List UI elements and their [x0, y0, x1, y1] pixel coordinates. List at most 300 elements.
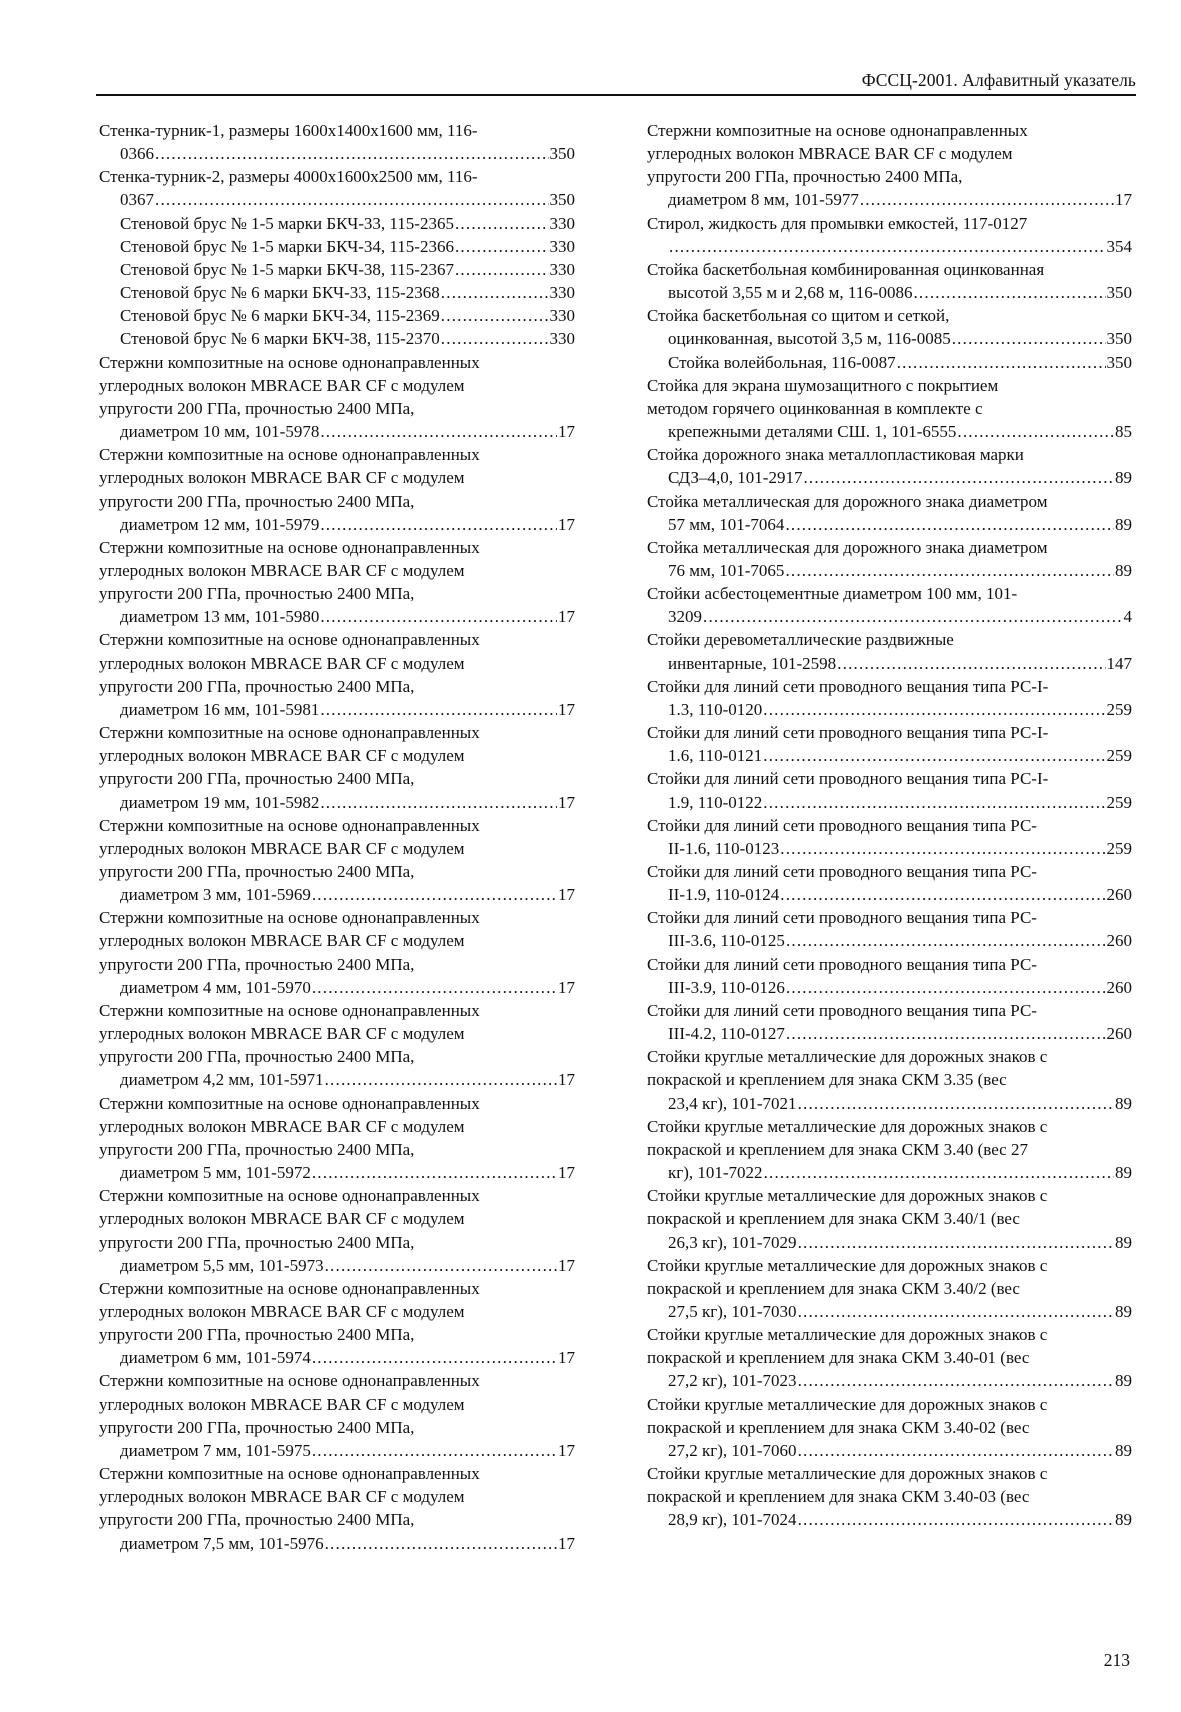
index-entry-page: 17	[558, 977, 575, 997]
index-entry-text-line: Стойки для линий сети проводного вещания типа РС-I-	[647, 723, 1049, 743]
index-entry	[647, 443, 1132, 489]
index-entry-text-line: покраской и креплением для знака СКМ 3.40/2 (вес	[647, 1278, 1020, 1298]
dot-leader	[669, 235, 1106, 258]
index-entry-text-line: Стержни композитные на основе однонаправленных	[99, 352, 480, 372]
index-entry-page: 17	[558, 1440, 575, 1460]
index-entry-text-line: покраской и креплением для знака СКМ 3.40/1 (вес	[647, 1209, 1020, 1229]
index-entry-text: 1.9, 110-0122	[668, 792, 763, 812]
index-entry-text: II-1.9, 110-0124	[668, 885, 780, 905]
index-entry-text: диаметром 19 мм, 101-5982	[120, 792, 320, 812]
index-entry	[99, 119, 575, 165]
index-entry-text-line: упругости 200 ГПа, прочностью 2400 МПа,	[99, 584, 415, 604]
index-entry-text-line: углеродных волокон MBRACE BAR CF с модулем	[99, 1487, 465, 1507]
index-entry-text: оцинкованная, высотой 3,5 м, 116-0085	[668, 329, 951, 349]
index-entry-page: 354	[1106, 236, 1132, 256]
index-entry-text-line: углеродных волокон MBRACE BAR CF с модулем	[99, 931, 465, 951]
index-entry-last-line	[120, 235, 575, 258]
index-entry-text: высотой 3,55 м и 2,68 м, 116-0086	[668, 283, 913, 303]
index-entry-text-line: углеродных волокон MBRACE BAR CF с модулем	[99, 1024, 465, 1044]
dot-leader	[837, 652, 1105, 675]
dot-leader	[798, 1369, 1114, 1392]
index-entry-last-line	[668, 791, 1132, 814]
index-column-right	[647, 119, 1132, 1532]
index-entry-text: 1.6, 110-0121	[668, 746, 763, 766]
dot-leader	[763, 698, 1105, 721]
index-entry-page: 259	[1106, 746, 1132, 766]
index-entry-page: 89	[1115, 1510, 1132, 1530]
index-entry-page: 89	[1115, 1440, 1132, 1460]
index-entry-last-line	[668, 976, 1132, 999]
index-entry-text-line: Стойки круглые металлические для дорожных знаков с	[647, 1394, 1048, 1414]
index-entry-last-line	[668, 1092, 1132, 1115]
index-entry-page: 259	[1106, 838, 1132, 858]
index-entry-text-line: углеродных волокон MBRACE BAR CF с модулем	[99, 1116, 465, 1136]
index-entry-last-line	[120, 142, 575, 165]
index-entry	[99, 235, 575, 258]
index-entry-text-line: покраской и креплением для знака СКМ 3.40-02 (вес	[647, 1417, 1030, 1437]
index-entry-page: 17	[558, 792, 575, 812]
index-entry-text: диаметром 5 мм, 101-5972	[120, 1163, 311, 1183]
index-entry	[647, 582, 1132, 628]
index-entry-page: 260	[1106, 931, 1132, 951]
index-entry	[647, 860, 1132, 906]
index-entry	[647, 906, 1132, 952]
index-entry-page: 17	[558, 1533, 575, 1553]
dot-leader	[312, 1439, 557, 1462]
index-entry-text: диаметром 4 мм, 101-5970	[120, 977, 311, 997]
index-entry-last-line	[120, 304, 575, 327]
dot-leader	[325, 1532, 557, 1555]
dot-leader	[320, 605, 557, 628]
index-entry-last-line	[120, 513, 575, 536]
index-entry-page: 350	[1106, 329, 1132, 349]
header-title: ФССЦ-2001. Алфавитный указатель	[861, 70, 1136, 90]
index-entry-last-line	[120, 1254, 575, 1277]
index-entry-page: 89	[1115, 468, 1132, 488]
dot-leader	[320, 513, 557, 536]
index-entry	[647, 1462, 1132, 1531]
index-entry-last-line	[668, 281, 1132, 304]
index-entry	[99, 258, 575, 281]
index-entry-text-line: Стойки для линий сети проводного вещания типа РС-	[647, 815, 1037, 835]
index-entry-text-line: углеродных волокон MBRACE BAR CF с модулем	[647, 144, 1013, 164]
page-number: 213	[1103, 1650, 1130, 1670]
dot-leader	[320, 420, 557, 443]
index-entry-text: 0367	[120, 190, 154, 210]
index-entry-text-line: Стержни композитные на основе однонаправленных	[99, 445, 480, 465]
index-entry-last-line	[120, 327, 575, 350]
index-entry-text-line: Стержни композитные на основе однонаправленных	[99, 908, 480, 928]
index-entry-page: 17	[558, 1163, 575, 1183]
index-entry-page: 17	[558, 1348, 575, 1368]
index-entry	[99, 721, 575, 814]
index-entry-text-line: Стержни композитные на основе однонаправленных	[99, 1371, 480, 1391]
index-entry-text-line: Стержни композитные на основе однонаправленных	[99, 630, 480, 650]
index-entry-text: кг), 101-7022	[668, 1163, 763, 1183]
index-entry-last-line	[668, 420, 1132, 443]
index-entry-text-line: Стержни композитные на основе однонаправленных	[99, 1000, 480, 1020]
index-entry-text-line: покраской и креплением для знака СКМ 3.40 (вес 27	[647, 1139, 1028, 1159]
index-entry	[647, 1254, 1132, 1323]
index-entry-page: 330	[549, 236, 575, 256]
index-entry-text: Стеновой брус № 1-5 марки БКЧ-34, 115-2366	[120, 236, 454, 256]
index-entry-text: 23,4 кг), 101-7021	[668, 1093, 797, 1113]
index-entry-text-line: Стирол, жидкость для промывки емкостей, 117-0127	[647, 213, 1028, 233]
index-entry	[647, 628, 1132, 674]
index-entry-text-line: упругости 200 ГПа, прочностью 2400 МПа,	[99, 862, 415, 881]
index-entry-text: диаметром 7,5 мм, 101-5976	[120, 1533, 324, 1553]
index-entry-page: 17	[558, 514, 575, 534]
index-entry-text-line: Стержни композитные на основе однонаправленных	[99, 1464, 480, 1484]
index-entry-text-line: Стойки для линий сети проводного вещания типа РС-I-	[647, 769, 1049, 789]
index-entry-page: 85	[1115, 422, 1132, 442]
index-entry-page: 4	[1123, 607, 1132, 627]
page-header	[96, 66, 1136, 96]
index-entry-page: 17	[558, 885, 575, 905]
index-entry-text-line: Стержни композитные на основе однонаправленных	[99, 723, 480, 743]
index-entry	[99, 1184, 575, 1277]
dot-leader	[763, 791, 1105, 814]
index-entry-page: 17	[558, 1255, 575, 1275]
index-entry-page: 17	[558, 699, 575, 719]
index-entry-text: диаметром 6 мм, 101-5974	[120, 1348, 311, 1368]
index-entry-last-line	[668, 1022, 1132, 1045]
index-column-left	[99, 119, 575, 1555]
index-entry-last-line	[120, 1532, 575, 1555]
index-entry	[647, 767, 1132, 813]
index-entry	[99, 628, 575, 721]
index-entry	[647, 374, 1132, 443]
index-entry	[99, 814, 575, 907]
index-entry-page: 330	[549, 329, 575, 349]
index-entry-text: 27,2 кг), 101-7060	[668, 1440, 797, 1460]
index-entry-text-line: Стойки круглые металлические для дорожных знаков с	[647, 1464, 1048, 1484]
index-entry-page: 330	[549, 306, 575, 326]
index-entry	[99, 1462, 575, 1555]
index-entry-page: 89	[1115, 1371, 1132, 1391]
index-entry-text: диаметром 16 мм, 101-5981	[120, 699, 320, 719]
index-entry	[647, 1115, 1132, 1184]
index-entry-text: инвентарные, 101-2598	[668, 653, 837, 673]
index-entry-page: 89	[1115, 1163, 1132, 1183]
index-entry-page: 330	[549, 259, 575, 279]
index-entry-text-line: углеродных волокон MBRACE BAR CF с модулем	[99, 1394, 465, 1414]
index-entry-last-line	[668, 883, 1132, 906]
index-entry-text: диаметром 13 мм, 101-5980	[120, 607, 320, 627]
index-entry-last-line	[120, 281, 575, 304]
index-entry-text: III-3.6, 110-0125	[668, 931, 785, 951]
index-entry	[647, 304, 1132, 350]
index-entry-last-line	[120, 1439, 575, 1462]
dot-leader	[763, 744, 1105, 767]
index-entry-text-line: Стойка металлическая для дорожного знака диаметром	[647, 491, 1048, 511]
index-entry-text-line: упругости 200 ГПа, прочностью 2400 МПа,	[99, 398, 415, 418]
dot-leader	[860, 188, 1114, 211]
index-entry-text: Стеновой брус № 6 марки БКЧ-34, 115-2369	[120, 306, 440, 326]
index-entry-text-line: Стойки круглые металлические для дорожных знаков с	[647, 1255, 1048, 1275]
index-entry-text: 57 мм, 101-7064	[668, 514, 785, 534]
index-entry-page: 89	[1115, 1232, 1132, 1252]
index-entry-page: 17	[558, 607, 575, 627]
index-entry-page: 89	[1115, 514, 1132, 534]
dot-leader	[957, 420, 1114, 443]
dot-leader	[703, 605, 1123, 628]
index-entry-text-line: Стойки для линий сети проводного вещания типа РС-I-	[647, 676, 1049, 696]
index-entry	[647, 953, 1132, 999]
dot-leader	[786, 929, 1106, 952]
index-entry-last-line	[120, 258, 575, 281]
index-entry	[99, 906, 575, 999]
index-entry-text-line: Стержни композитные на основе однонаправленных	[99, 1093, 480, 1113]
index-entry-page: 260	[1106, 885, 1132, 905]
index-entry-text: II-1.6, 110-0123	[668, 838, 780, 858]
dot-leader	[780, 837, 1105, 860]
index-entry-text: Стойка волейбольная, 116-0087	[668, 352, 896, 372]
dot-leader	[441, 304, 549, 327]
index-entry-text-line: упругости 200 ГПа, прочностью 2400 МПа,	[99, 1047, 415, 1067]
index-entry-text: СДЗ–4,0, 101-2917	[668, 468, 803, 488]
index-entry	[647, 721, 1132, 767]
index-entry	[99, 999, 575, 1092]
dot-leader	[155, 142, 549, 165]
index-entry-last-line	[120, 791, 575, 814]
index-entry-text-line: методом горячего оцинкованная в комплекте с	[647, 398, 983, 418]
dot-leader	[455, 235, 549, 258]
index-entry-page: 259	[1106, 792, 1132, 812]
index-entry-last-line	[120, 605, 575, 628]
index-entry-text-line: упругости 200 ГПа, прочностью 2400 МПа,	[99, 1139, 415, 1159]
index-entry-text-line: упругости 200 ГПа, прочностью 2400 МПа,	[99, 769, 415, 789]
index-entry	[647, 1184, 1132, 1253]
index-entry	[647, 1323, 1132, 1392]
index-entry-text-line: упругости 200 ГПа, прочностью 2400 МПа,	[99, 1232, 415, 1252]
dot-leader	[803, 466, 1114, 489]
index-entry	[647, 675, 1132, 721]
dot-leader	[786, 976, 1106, 999]
index-entry-last-line	[668, 235, 1132, 258]
index-entry-page: 350	[549, 144, 575, 164]
index-entry	[647, 999, 1132, 1045]
index-entry-last-line	[668, 929, 1132, 952]
index-entry-last-line	[668, 837, 1132, 860]
index-entry	[99, 536, 575, 629]
index-entry-text-line: Стойка дорожного знака металлопластиковая марки	[647, 445, 1024, 465]
index-entry-text: крепежными деталями СШ. 1, 101-6555	[668, 422, 957, 442]
index-entry-page: 350	[549, 190, 575, 210]
index-entry-last-line	[668, 1439, 1132, 1462]
index-entry-text-line: Стержни композитные на основе однонаправленных	[99, 1186, 480, 1206]
index-entry-text-line: Стойки асбестоцементные диаметром 100 мм, 101-	[647, 584, 1018, 604]
dot-leader	[455, 212, 549, 235]
index-entry-text-line: покраской и креплением для знака СКМ 3.40-01 (вес	[647, 1348, 1030, 1368]
dot-leader	[312, 976, 557, 999]
dot-leader	[785, 559, 1114, 582]
index-entry-text-line: Стержни композитные на основе однонаправленных	[99, 815, 480, 835]
index-entry-text: 76 мм, 101-7065	[668, 560, 785, 580]
index-entry-text: Стеновой брус № 1-5 марки БКЧ-38, 115-2367	[120, 259, 454, 279]
dot-leader	[455, 258, 549, 281]
index-entry-page: 17	[558, 422, 575, 442]
index-entry-text-line: Стойки деревометаллические раздвижные	[647, 630, 954, 650]
index-entry-text-line: Стойка для экрана шумозащитного с покрытием	[647, 375, 999, 395]
index-entry-text-line: покраской и креплением для знака СКМ 3.40-03 (вес	[647, 1487, 1030, 1507]
index-entry-text: Стеновой брус № 1-5 марки БКЧ-33, 115-2365	[120, 213, 454, 233]
index-entry-text-line: углеродных волокон MBRACE BAR CF с модулем	[99, 468, 465, 488]
index-entry-text: 3209	[668, 607, 702, 627]
dot-leader	[952, 327, 1106, 350]
dot-leader	[441, 281, 549, 304]
dot-leader	[441, 327, 549, 350]
index-entry-text: 0366	[120, 144, 154, 164]
index-entry-page: 259	[1106, 699, 1132, 719]
index-entry-last-line	[668, 1369, 1132, 1392]
index-entry-text: 28,9 кг), 101-7024	[668, 1510, 797, 1530]
index-entry-text: III-4.2, 110-0127	[668, 1024, 785, 1044]
index-entry-text: 27,5 кг), 101-7030	[668, 1301, 797, 1321]
dot-leader	[798, 1300, 1114, 1323]
index-entry-last-line	[668, 1231, 1132, 1254]
index-entry	[99, 1277, 575, 1370]
index-entry	[99, 165, 575, 211]
dot-leader	[325, 1254, 557, 1277]
index-entry-page: 89	[1115, 1301, 1132, 1321]
index-entry-last-line	[668, 188, 1132, 211]
index-entry	[647, 258, 1132, 304]
index-entry-text: диаметром 3 мм, 101-5969	[120, 885, 311, 905]
index-entry-last-line	[120, 1161, 575, 1184]
index-entry-last-line	[668, 652, 1132, 675]
index-entry-last-line	[120, 883, 575, 906]
index-entry-text-line: Стойки для линий сети проводного вещания типа РС-	[647, 862, 1037, 881]
index-entry-last-line	[120, 420, 575, 443]
index-entry-text: 26,3 кг), 101-7029	[668, 1232, 797, 1252]
index-entry-text-line: Стойка баскетбольная комбинированная оцинкованная	[647, 259, 1045, 279]
dot-leader	[780, 883, 1105, 906]
index-entry	[647, 814, 1132, 860]
index-entry-text-line: упругости 200 ГПа, прочностью 2400 МПа,	[99, 954, 415, 974]
index-entry-text-line: Стенка-турник-1, размеры 1600х1400х1600 мм, 116-	[99, 121, 478, 140]
index-entry-text-line: Стойка металлическая для дорожного знака диаметром	[647, 537, 1048, 557]
index-entry-text-line: Стержни композитные на основе однонаправленных	[99, 1278, 480, 1298]
index-entry-last-line	[120, 698, 575, 721]
index-entry-text: 1.3, 110-0120	[668, 699, 763, 719]
dot-leader	[798, 1092, 1114, 1115]
index-entry-page: 330	[549, 283, 575, 303]
index-entry-text: диаметром 5,5 мм, 101-5973	[120, 1255, 324, 1275]
index-entry-page: 17	[558, 1070, 575, 1090]
dot-leader	[786, 1022, 1106, 1045]
index-entry-last-line	[668, 1161, 1132, 1184]
index-entry-page: 89	[1115, 1093, 1132, 1113]
dot-leader	[155, 188, 549, 211]
index-entry-page: 147	[1106, 653, 1132, 673]
index-entry-text-line: Стойки круглые металлические для дорожных знаков с	[647, 1186, 1048, 1206]
index-entry-text: диаметром 4,2 мм, 101-5971	[120, 1070, 324, 1090]
dot-leader	[312, 1161, 557, 1184]
index-entry-last-line	[668, 466, 1132, 489]
index-entry-text-line: углеродных волокон MBRACE BAR CF с модулем	[99, 746, 465, 766]
index-entry-text: диаметром 8 мм, 101-5977	[668, 190, 859, 210]
index-entry-last-line	[668, 698, 1132, 721]
index-entry-text-line: упругости 200 ГПа, прочностью 2400 МПа,	[99, 1510, 415, 1530]
index-entry-text-line: углеродных волокон MBRACE BAR CF с модулем	[99, 1209, 465, 1229]
index-entry-text-line: Стержни композитные на основе однонаправленных	[647, 121, 1028, 140]
index-entry-last-line	[120, 976, 575, 999]
index-entry-page: 89	[1115, 560, 1132, 580]
index-entry-last-line	[120, 1068, 575, 1091]
index-entry-last-line	[668, 351, 1132, 374]
index-entry-text-line: Стержни композитные на основе однонаправленных	[99, 537, 480, 557]
index-entry	[99, 281, 575, 304]
index-entry	[647, 536, 1132, 582]
index-entry	[647, 351, 1132, 374]
index-entry-last-line	[120, 1346, 575, 1369]
index-entry-text-line: Стойки для линий сети проводного вещания типа РС-	[647, 908, 1037, 928]
index-entry	[99, 212, 575, 235]
index-entry	[647, 1045, 1132, 1114]
index-entry-text-line: Стойки круглые металлические для дорожных знаков с	[647, 1116, 1048, 1136]
index-entry	[647, 490, 1132, 536]
index-entry-page: 260	[1106, 1024, 1132, 1044]
dot-leader	[798, 1231, 1114, 1254]
dot-leader	[798, 1439, 1114, 1462]
index-entry	[99, 304, 575, 327]
dot-leader	[312, 1346, 557, 1369]
dot-leader	[913, 281, 1105, 304]
index-entry-last-line	[668, 559, 1132, 582]
index-entry-text-line: Стенка-турник-2, размеры 4000х1600х2500 мм, 116-	[99, 167, 478, 187]
index-entry-text-line: упругости 200 ГПа, прочностью 2400 МПа,	[647, 167, 963, 187]
index-entry-page: 260	[1106, 977, 1132, 997]
index-entry-page: 330	[549, 213, 575, 233]
dot-leader	[785, 513, 1114, 536]
index-entry-text-line: упругости 200 ГПа, прочностью 2400 МПа,	[99, 491, 415, 511]
index-entry	[647, 1393, 1132, 1462]
dot-leader	[897, 351, 1106, 374]
index-entry-text-line: углеродных волокон MBRACE BAR CF с модулем	[99, 1301, 465, 1321]
index-entry-last-line	[668, 327, 1132, 350]
index-entry-last-line	[120, 212, 575, 235]
index-entry-text: диаметром 10 мм, 101-5978	[120, 422, 320, 442]
index-entry-text-line: Стойки круглые металлические для дорожных знаков с	[647, 1325, 1048, 1345]
dot-leader	[320, 698, 557, 721]
index-entry-text-line: Стойка баскетбольная со щитом и сеткой,	[647, 306, 950, 326]
index-entry	[99, 327, 575, 350]
index-entry	[647, 119, 1132, 212]
index-entry	[99, 1369, 575, 1462]
index-entry-text: III-3.9, 110-0126	[668, 977, 785, 997]
index-entry-text: Стеновой брус № 6 марки БКЧ-38, 115-2370	[120, 329, 440, 349]
index-entry-page: 350	[1106, 283, 1132, 303]
index-entry-text: диаметром 7 мм, 101-5975	[120, 1440, 311, 1460]
index-entry-text-line: углеродных волокон MBRACE BAR CF с модулем	[99, 838, 465, 858]
index-entry-last-line	[668, 1508, 1132, 1531]
index-entry	[99, 351, 575, 444]
index-entry-last-line	[668, 513, 1132, 536]
index-entry-text-line: упругости 200 ГПа, прочностью 2400 МПа,	[99, 676, 415, 696]
index-entry	[99, 443, 575, 536]
index-entry-text-line: Стойки круглые металлические для дорожных знаков с	[647, 1047, 1048, 1067]
dot-leader	[325, 1068, 557, 1091]
index-entry-text: 27,2 кг), 101-7023	[668, 1371, 797, 1391]
index-entry-text-line: покраской и креплением для знака СКМ 3.35 (вес	[647, 1070, 1007, 1090]
index-entry-text-line: углеродных волокон MBRACE BAR CF с модулем	[99, 560, 465, 580]
dot-leader	[312, 883, 557, 906]
index-entry	[99, 1092, 575, 1185]
index-entry	[647, 212, 1132, 258]
index-entry-last-line	[120, 188, 575, 211]
index-entry-last-line	[668, 744, 1132, 767]
